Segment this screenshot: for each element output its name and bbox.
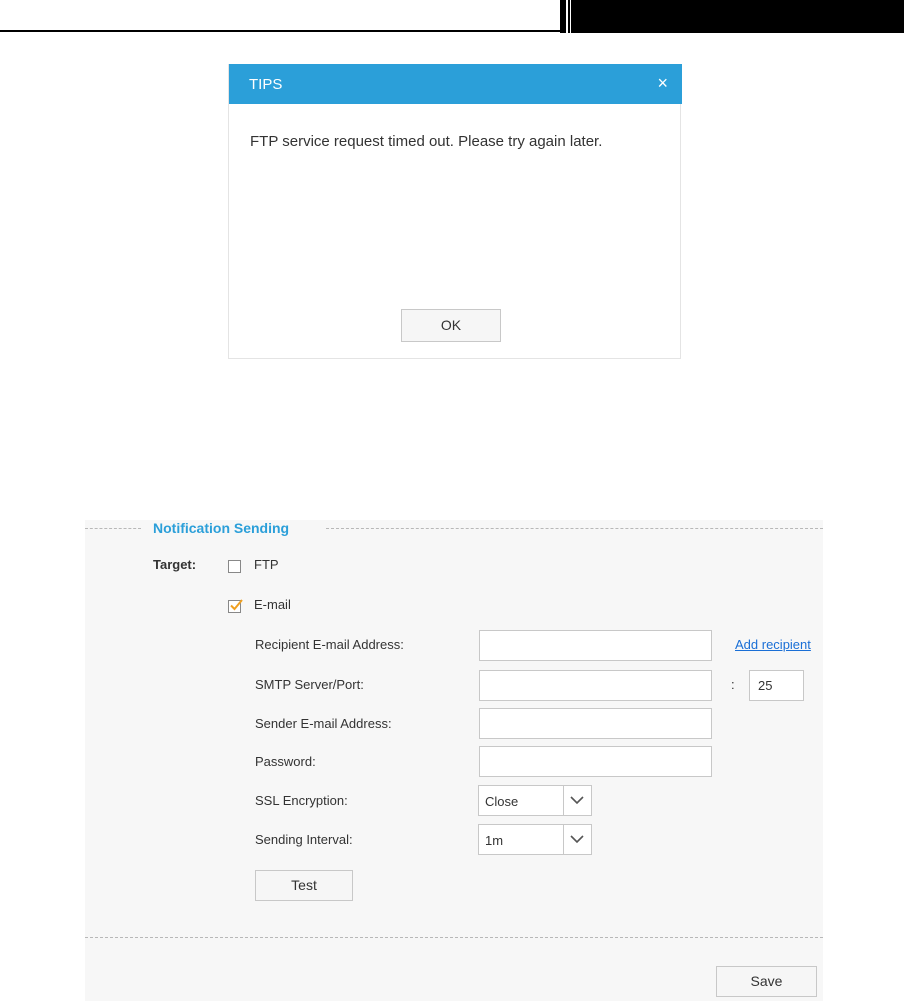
add-recipient-link[interactable]: Add recipient bbox=[735, 637, 811, 652]
header-divider bbox=[566, 0, 568, 33]
chevron-down-icon bbox=[570, 795, 584, 805]
header-black-bar bbox=[560, 0, 904, 33]
ssl-select-value: Close bbox=[485, 794, 519, 809]
bottom-divider bbox=[85, 937, 823, 938]
password-input[interactable] bbox=[479, 746, 712, 777]
header-rule bbox=[0, 30, 560, 32]
ssl-select[interactable] bbox=[478, 785, 592, 816]
dialog-title: TIPS bbox=[249, 76, 283, 93]
interval-label: Sending Interval: bbox=[255, 832, 353, 847]
notification-panel bbox=[85, 520, 823, 1001]
section-divider-left bbox=[85, 528, 141, 529]
sender-label: Sender E-mail Address: bbox=[255, 716, 392, 731]
chevron-down-icon bbox=[570, 834, 584, 844]
ok-button[interactable]: OK bbox=[401, 309, 501, 342]
smtp-label: SMTP Server/Port: bbox=[255, 677, 364, 692]
port-separator: : bbox=[731, 677, 735, 692]
test-button[interactable]: Test bbox=[255, 870, 353, 901]
select-divider bbox=[563, 825, 564, 854]
close-icon[interactable]: × bbox=[657, 73, 668, 93]
interval-select[interactable] bbox=[478, 824, 592, 855]
dialog-message: FTP service request timed out. Please try again later. bbox=[250, 133, 603, 150]
select-divider bbox=[563, 786, 564, 815]
tips-dialog bbox=[228, 64, 681, 359]
interval-select-value: 1m bbox=[485, 833, 504, 848]
dialog-header bbox=[229, 64, 682, 104]
section-title: Notification Sending bbox=[153, 520, 290, 536]
ftp-label: FTP bbox=[254, 557, 279, 572]
header-divider-thin bbox=[570, 0, 571, 33]
recipient-email-input[interactable] bbox=[479, 630, 712, 661]
recipient-label: Recipient E-mail Address: bbox=[255, 637, 404, 652]
smtp-port-input[interactable] bbox=[749, 670, 804, 701]
smtp-server-input[interactable] bbox=[479, 670, 712, 701]
target-label: Target: bbox=[153, 557, 197, 572]
checkmark-icon bbox=[228, 597, 244, 613]
section-divider-right bbox=[326, 528, 823, 529]
email-label: E-mail bbox=[254, 597, 291, 612]
password-label: Password: bbox=[255, 754, 316, 769]
ftp-checkbox[interactable] bbox=[228, 560, 241, 573]
ssl-label: SSL Encryption: bbox=[255, 793, 348, 808]
email-checkbox[interactable] bbox=[228, 600, 241, 613]
sender-email-input[interactable] bbox=[479, 708, 712, 739]
save-button[interactable]: Save bbox=[716, 966, 817, 997]
